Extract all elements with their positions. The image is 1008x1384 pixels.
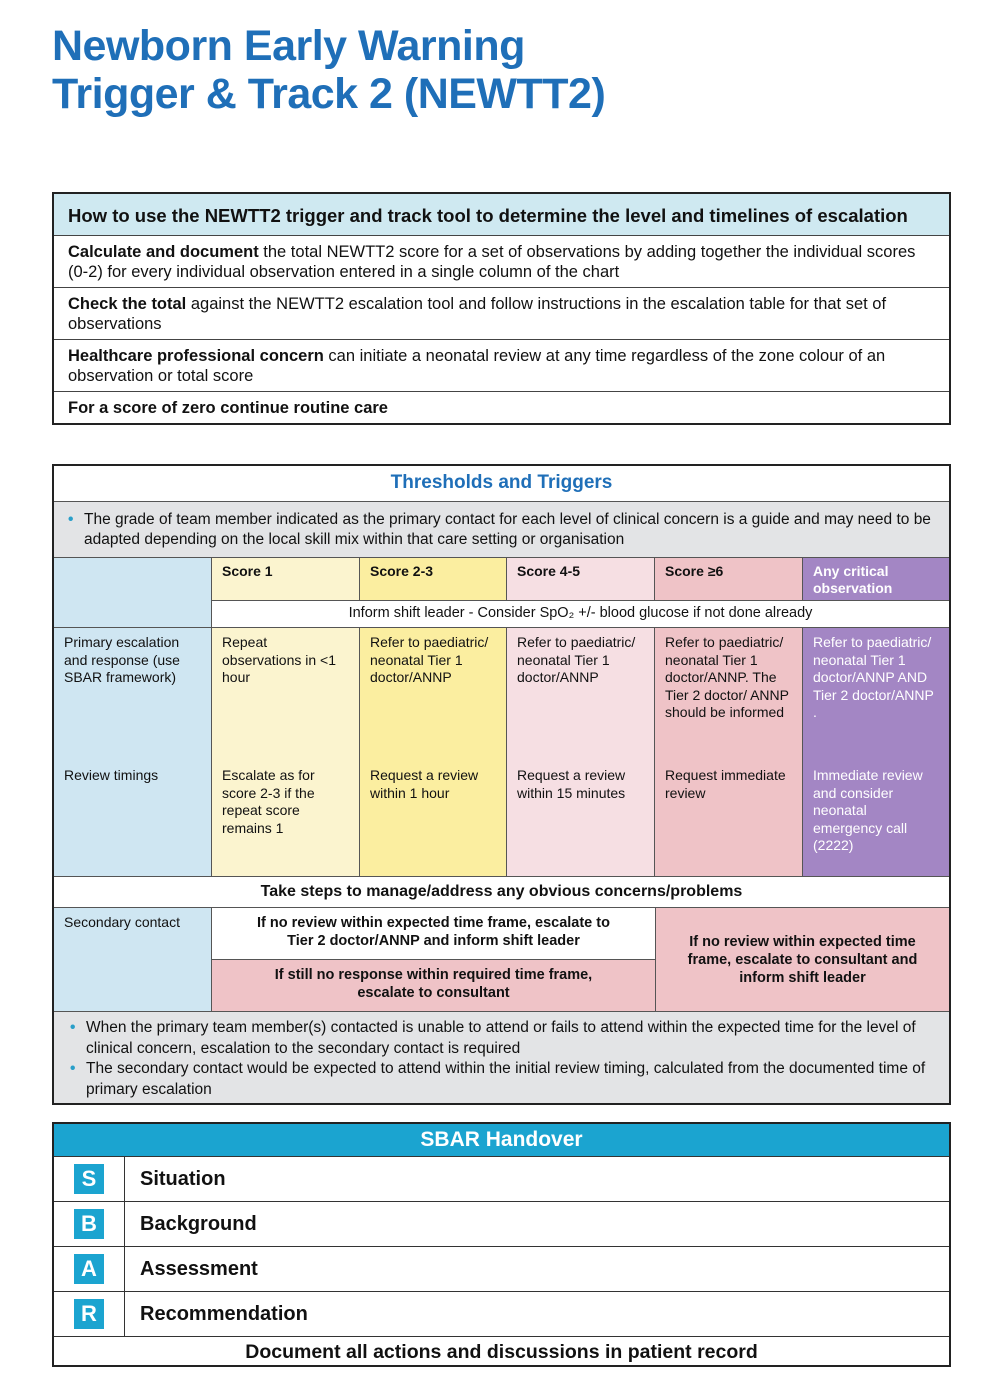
sbar-letter-cell [54,1157,125,1201]
sbar-letter: S [74,1164,104,1194]
sbar-word: Situation [140,1168,226,1190]
how-to-row-bold: Calculate and document [68,243,259,261]
footnote-item [70,1018,935,1059]
thresholds-footnotes [54,1011,949,1103]
how-to-use-heading: How to use the NEWTT2 trigger and track tool to determine the level and timelines of escalation [54,194,949,236]
footnote-text: When the primary team member(s) contacted is unable to attend or fails to attend within the expected time for the level of clinical concern, escalation to the secondary contact is required [86,1019,916,1057]
review-score-4-5: Request a review within 15 minutes [506,761,654,876]
how-to-row-bold: Check the total [68,295,187,313]
footnote-text: The secondary contact would be expected to attend within the initial review timing, calculated from the documented time of primary escalation [86,1060,926,1098]
thresholds-note [54,502,949,558]
primary-score-4-5: Refer to paediatric/ neonatal Tier 1 doctor/ANNP [506,627,654,761]
primary-escalation-label: Primary escalation and response (use SBAR framework) [54,627,211,761]
sbar-letter-cell [54,1292,125,1336]
column-header-score-2-3: Score 2-3 [359,558,506,600]
how-to-row [54,288,949,340]
how-to-row [54,236,949,288]
sbar-handover-table [52,1122,951,1367]
secondary-consultant-high-score: If no review within expected time frame, escalate to consultant and inform shift leader [655,907,949,1011]
how-to-row [54,392,949,423]
sbar-word: Recommendation [140,1303,308,1325]
thresholds-title: Thresholds and Triggers [54,466,949,502]
review-score-2-3: Request a review within 1 hour [359,761,506,876]
sbar-row-situation [54,1157,949,1202]
sbar-letter: R [74,1299,104,1329]
sbar-word: Background [140,1213,257,1235]
column-header-critical: Any critical observation [802,558,949,600]
column-header-score-1: Score 1 [211,558,359,600]
how-to-row-bold: Healthcare professional concern [68,347,324,365]
how-to-use-table [52,192,951,425]
sbar-row-assessment [54,1247,949,1292]
thresholds-note-text: The grade of team member indicated as the primary contact for each level of clinical concern is a guide and may need to be adapted depending on the local skill mix within that care setting or organisation [84,511,931,548]
bullet-icon: • [70,1019,76,1036]
sbar-footer: Document all actions and discussions in patient record [245,1341,758,1363]
review-timings-label: Review timings [64,767,159,783]
primary-score-6-plus: Refer to paediatric/ neonatal Tier 1 doctor/ANNP. The Tier 2 doctor/ ANNP should be informed [654,627,802,761]
primary-score-1: Repeat observations in <1 hour [211,627,359,761]
manage-concerns-line: Take steps to manage/address any obvious concerns/problems [54,876,949,907]
secondary-contact-label: Secondary contact [54,907,211,1011]
bullet-icon: • [68,511,74,528]
sbar-letter-cell [54,1202,125,1246]
sbar-word: Assessment [140,1258,258,1280]
secondary-tier2-escalation: If no review within expected time frame, escalate to Tier 2 doctor/ANNP and inform shift leader [211,907,655,959]
primary-critical: Refer to paediatric/ neonatal Tier 1 doctor/ANNP AND Tier 2 doctor/ANNP . [802,627,949,761]
sbar-letter: A [74,1254,104,1284]
column-header-score-6-plus: Score ≥6 [654,558,802,600]
inform-shift-leader-line: Inform shift leader - Consider SpO₂ +/- blood glucose if not done already [211,600,949,627]
how-to-row-bold: For a score of zero continue routine care [68,399,388,417]
sbar-row-recommendation [54,1292,949,1337]
column-header-score-4-5: Score 4-5 [506,558,654,600]
how-to-row-text: the total NEWTT2 score for a set of observations by adding together the individual scores (0-2) for every individual observation entered in a single column of the chart [68,243,916,281]
sbar-row-background [54,1202,949,1247]
title-line-2: Trigger & Track 2 (NEWTT2) [52,70,606,118]
sbar-letter-cell [54,1247,125,1291]
how-to-row [54,340,949,392]
secondary-consultant-escalation: If still no response within required time frame, escalate to consultant [211,959,655,1011]
footnote-item [70,1059,935,1100]
page-title [52,22,952,118]
review-critical: Immediate review and consider neonatal emergency call (2222) [802,761,949,876]
review-score-1: Escalate as for score 2-3 if the repeat score remains 1 [211,761,359,876]
sbar-title: SBAR Handover [54,1124,949,1157]
bullet-icon: • [70,1060,76,1077]
thresholds-table [52,464,951,1105]
how-to-row-text: can initiate a neonatal review at any time regardless of the zone colour of an observation or total score [68,347,886,385]
review-score-6-plus: Request immediate review [654,761,802,876]
sbar-letter: B [74,1209,104,1239]
how-to-row-text: against the NEWTT2 escalation tool and follow instructions in the escalation table for that set of observations [68,295,887,333]
title-line-1: Newborn Early Warning [52,22,525,70]
primary-score-2-3: Refer to paediatric/ neonatal Tier 1 doctor/ANNP [359,627,506,761]
